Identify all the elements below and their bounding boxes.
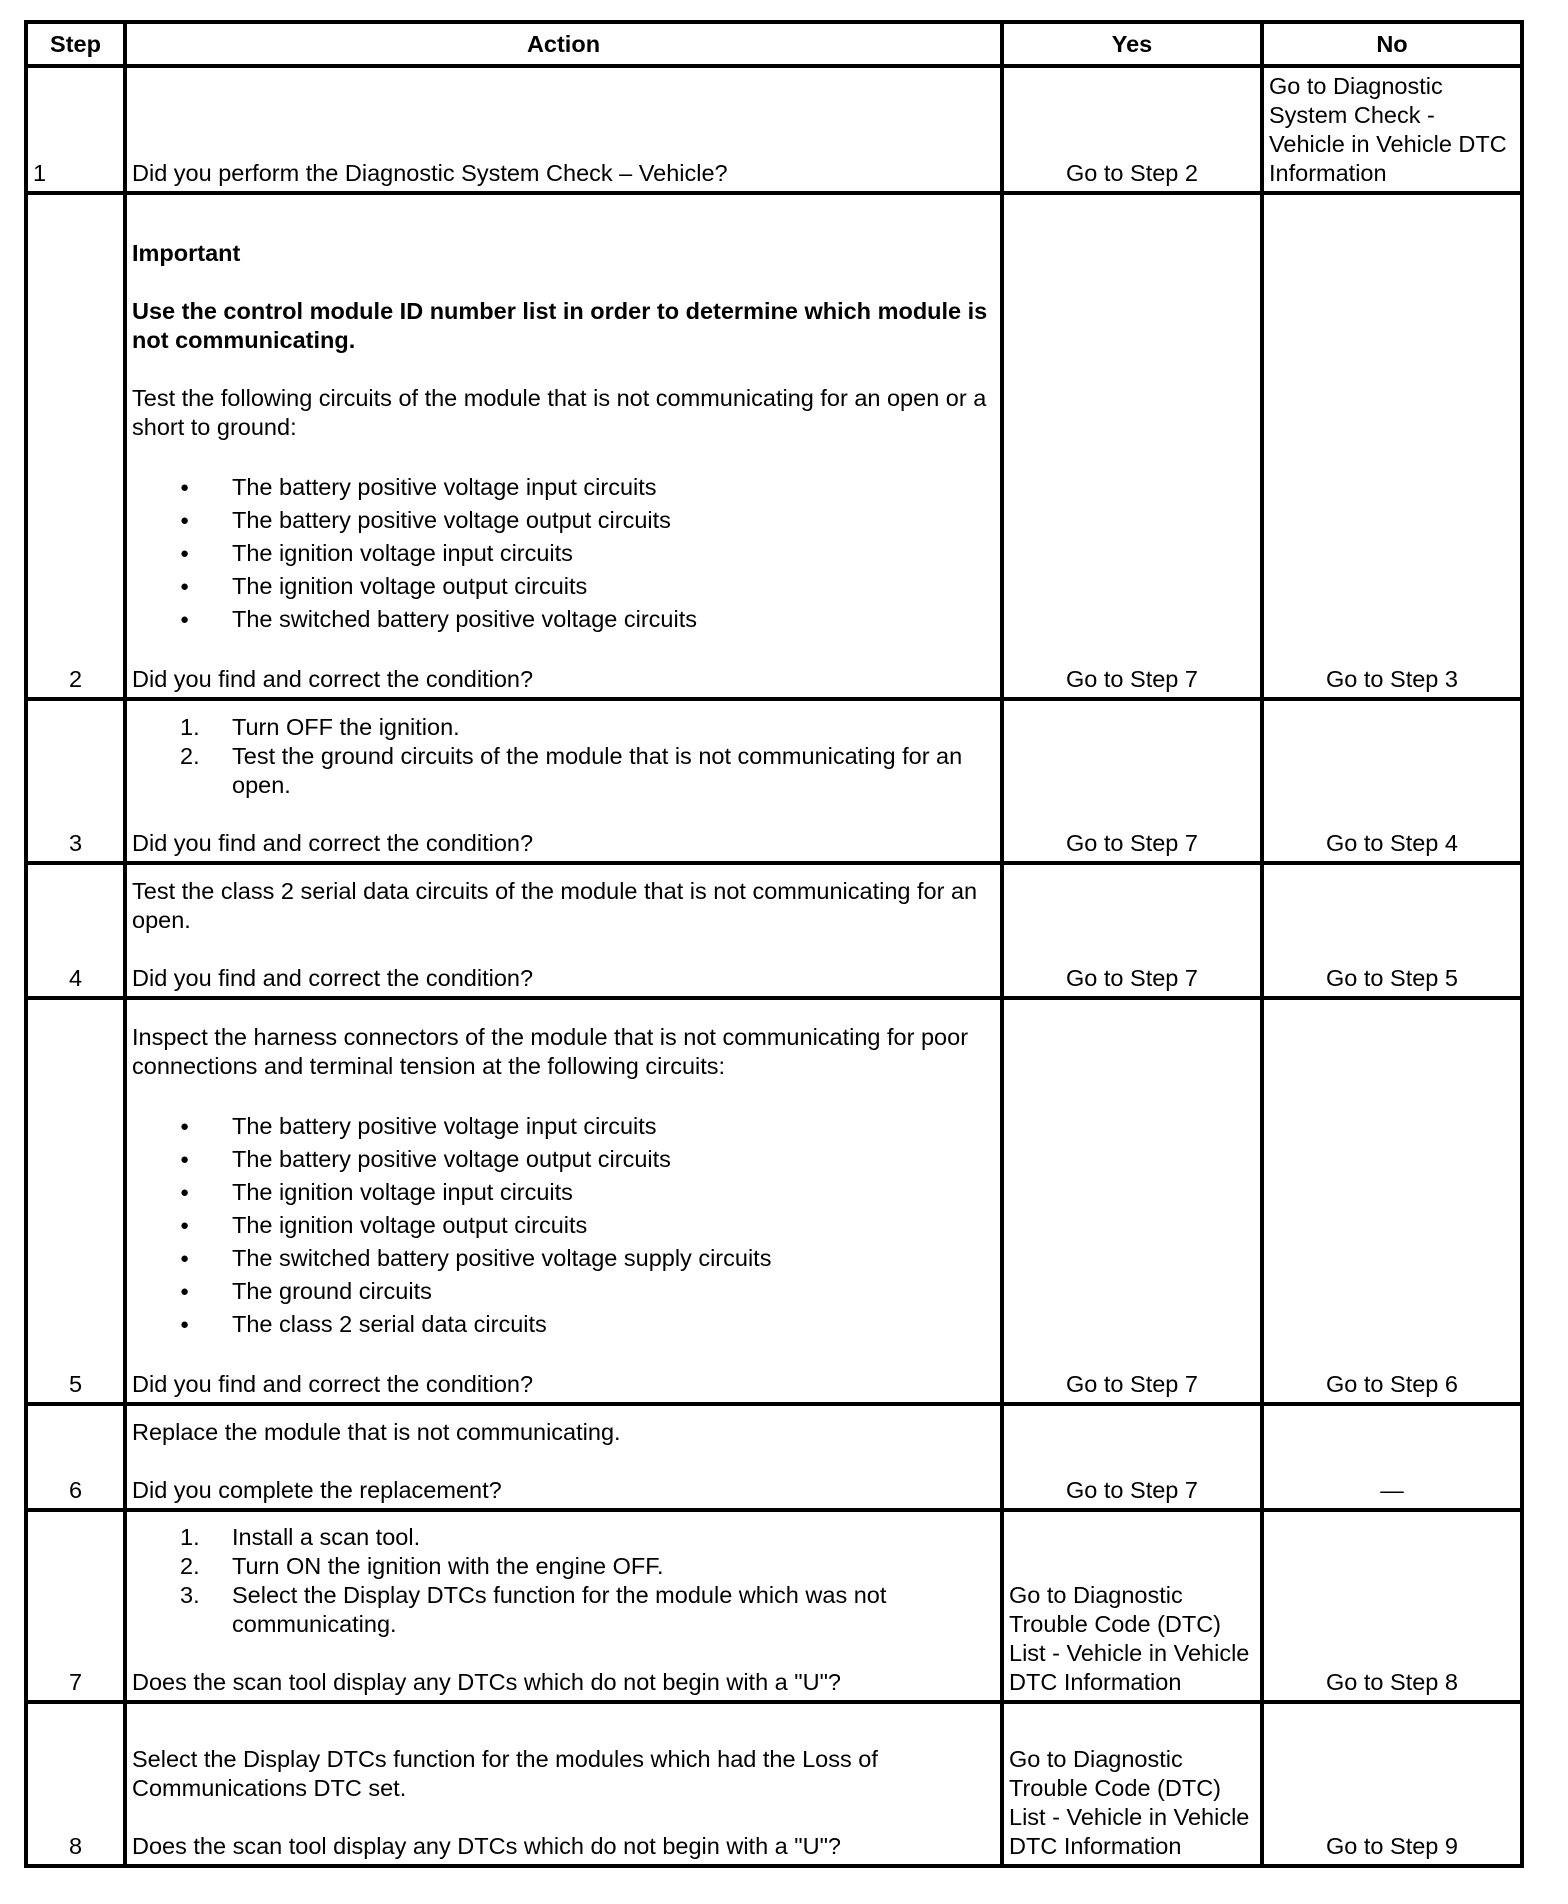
step-number: 8 xyxy=(26,1702,125,1866)
no-cell: Go to Step 9 xyxy=(1262,1702,1522,1866)
list-number: 1. xyxy=(180,714,200,740)
list-item xyxy=(132,713,995,742)
list-item: ● The ground circuits xyxy=(132,1275,995,1308)
no-cell: Go to Step 3 xyxy=(1262,193,1522,699)
bullet-list xyxy=(132,471,995,636)
header-action: Action xyxy=(125,22,1002,66)
action-intro: Test the following circuits of the module that is not communicating for an open or a short to ground: xyxy=(132,385,987,440)
action-question: Did you find and correct the condition? xyxy=(132,666,534,692)
action-question: Did you perform the Diagnostic System Check – Vehicle? xyxy=(132,160,728,186)
list-item: ● The ignition voltage input circuits xyxy=(132,537,995,570)
no-cell: Go to Step 6 xyxy=(1262,998,1522,1404)
step-number: 3 xyxy=(26,699,125,863)
numbered-list xyxy=(132,713,995,800)
table-row xyxy=(26,66,1522,193)
list-number: 2. xyxy=(180,1553,200,1579)
action-cell xyxy=(125,193,1002,699)
action-question: Did you find and correct the condition? xyxy=(132,1371,534,1397)
table-row xyxy=(26,1702,1522,1866)
important-label: Important xyxy=(132,240,241,266)
header-no: No xyxy=(1262,22,1522,66)
yes-cell: Go to Diagnostic Trouble Code (DTC) List - Vehicle in Vehicle DTC Information xyxy=(1002,1510,1262,1702)
list-item xyxy=(132,742,995,800)
bullet-list xyxy=(132,1110,995,1341)
yes-cell: Go to Step 2 xyxy=(1002,66,1262,193)
action-question: Does the scan tool display any DTCs which do not begin with a "U"? xyxy=(132,1833,841,1859)
action-intro: Inspect the harness connectors of the module that is not communicating for poor connections and terminal tension at the following circuits: xyxy=(132,1024,969,1079)
yes-cell: Go to Step 7 xyxy=(1002,193,1262,699)
yes-cell: Go to Diagnostic Trouble Code (DTC) List - Vehicle in Vehicle DTC Information xyxy=(1002,1702,1262,1866)
step-number: 4 xyxy=(26,863,125,998)
list-item: ● The switched battery positive voltage circuits xyxy=(132,603,995,636)
step-number: 6 xyxy=(26,1404,125,1510)
action-question: Did you find and correct the condition? xyxy=(132,830,534,856)
list-item: ● The battery positive voltage input circuits xyxy=(132,1110,995,1143)
action-cell xyxy=(125,699,1002,863)
list-item: ● The ignition voltage input circuits xyxy=(132,1176,995,1209)
list-text: Test the ground circuits of the module that is not communicating for an open. xyxy=(232,743,963,798)
list-item: ● The battery positive voltage output circuits xyxy=(132,1143,995,1176)
list-item: ● The battery positive voltage input circuits xyxy=(132,471,995,504)
list-item xyxy=(132,1581,995,1639)
list-item: ● The class 2 serial data circuits xyxy=(132,1308,995,1341)
list-text: Turn ON the ignition with the engine OFF. xyxy=(232,1553,664,1579)
action-cell xyxy=(125,1702,1002,1866)
table-row xyxy=(26,998,1522,1404)
numbered-list xyxy=(132,1523,995,1639)
table-row xyxy=(26,699,1522,863)
table-row xyxy=(26,1404,1522,1510)
list-item xyxy=(132,1552,995,1581)
action-cell xyxy=(125,1510,1002,1702)
yes-cell: Go to Step 7 xyxy=(1002,1404,1262,1510)
action-intro: Select the Display DTCs function for the modules which had the Loss of Communications DTC set. xyxy=(132,1746,878,1801)
table-row xyxy=(26,863,1522,998)
action-cell xyxy=(125,998,1002,1404)
list-text: Select the Display DTCs function for the module which was not communicating. xyxy=(232,1582,887,1637)
table-row xyxy=(26,1510,1522,1702)
list-text: Install a scan tool. xyxy=(232,1524,421,1550)
action-question: Does the scan tool display any DTCs which do not begin with a "U"? xyxy=(132,1669,841,1695)
header-yes: Yes xyxy=(1002,22,1262,66)
no-cell: — xyxy=(1262,1404,1522,1510)
important-text: Use the control module ID number list in order to determine which module is not communicating. xyxy=(132,298,988,353)
no-cell: Go to Step 5 xyxy=(1262,863,1522,998)
action-cell xyxy=(125,863,1002,998)
list-number: 3. xyxy=(180,1582,200,1608)
list-number: 1. xyxy=(180,1524,200,1550)
list-text: Turn OFF the ignition. xyxy=(232,714,460,740)
no-cell: Go to Diagnostic System Check - Vehicle in Vehicle DTC Information xyxy=(1262,66,1522,193)
step-number: 7 xyxy=(26,1510,125,1702)
step-number: 5 xyxy=(26,998,125,1404)
action-intro: Test the class 2 serial data circuits of the module that is not communicating for an open. xyxy=(132,878,978,933)
yes-cell: Go to Step 7 xyxy=(1002,699,1262,863)
list-number: 2. xyxy=(180,743,200,769)
action-cell xyxy=(125,66,1002,193)
list-item: ● The ignition voltage output circuits xyxy=(132,1209,995,1242)
table-header-row xyxy=(26,22,1522,66)
diagnostic-table xyxy=(24,20,1524,1868)
yes-cell: Go to Step 7 xyxy=(1002,998,1262,1404)
step-number: 2 xyxy=(26,193,125,699)
list-item: ● The ignition voltage output circuits xyxy=(132,570,995,603)
action-question: Did you complete the replacement? xyxy=(132,1477,502,1503)
yes-cell: Go to Step 7 xyxy=(1002,863,1262,998)
action-cell xyxy=(125,1404,1002,1510)
list-item xyxy=(132,1523,995,1552)
action-question: Did you find and correct the condition? xyxy=(132,965,534,991)
no-cell: Go to Step 8 xyxy=(1262,1510,1522,1702)
list-item: ● The battery positive voltage output circuits xyxy=(132,504,995,537)
no-cell: Go to Step 4 xyxy=(1262,699,1522,863)
step-number: 1 xyxy=(26,66,125,193)
list-item: ● The switched battery positive voltage supply circuits xyxy=(132,1242,995,1275)
header-step: Step xyxy=(26,22,125,66)
table-row xyxy=(26,193,1522,699)
action-intro: Replace the module that is not communicating. xyxy=(132,1419,621,1445)
